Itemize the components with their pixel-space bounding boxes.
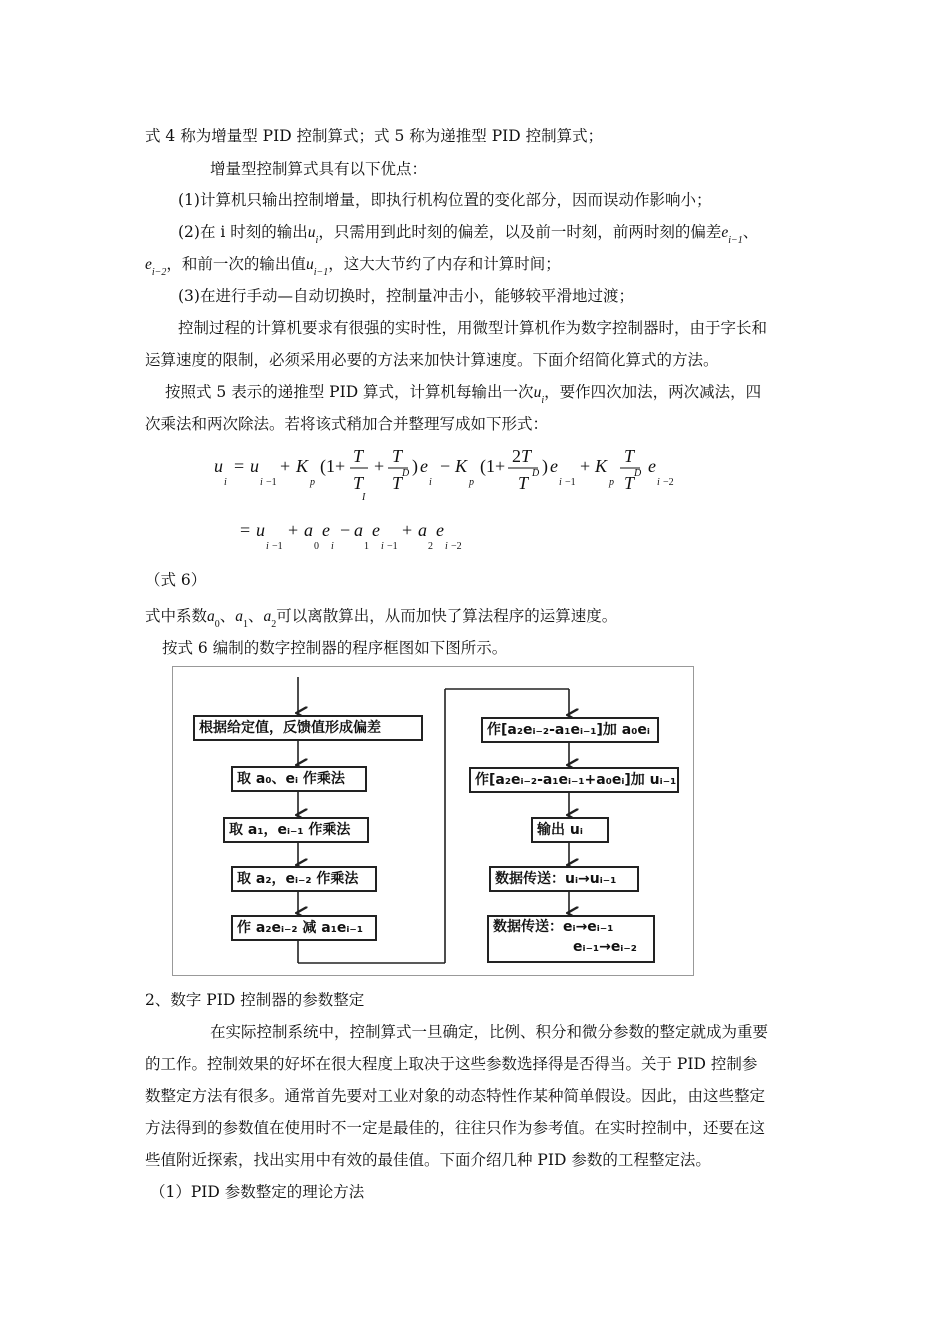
equation-6: [200, 440, 720, 560]
svg-text:e: e: [372, 520, 380, 540]
svg-text:−1: −1: [266, 477, 277, 488]
flow-step-form-deviation: 根据给定值，反馈值形成偏差: [193, 715, 423, 741]
svg-text:−: −: [340, 520, 351, 540]
svg-text:(1+: (1+: [480, 456, 506, 476]
flowchart: [172, 666, 694, 976]
paragraph-tuning-line-4: 方法得到的参数值在使用时不一定是最佳的，往往只作为参考值。在实时控制中，还要在这: [145, 1119, 766, 1137]
paragraph-recursive-line-2: 次乘法和两次除法。若将该式稍加合并整理写成如下形式：: [145, 415, 549, 433]
svg-text:u: u: [250, 456, 259, 476]
paragraph-realtime-line-2: 运算速度的限制，必须采用必要的方法来加快计算速度。下面介绍简化算式的方法。: [145, 351, 719, 369]
svg-text:a: a: [418, 520, 427, 540]
flow-step-add-ui-1: 作[a₂eᵢ₋₂-a₁eᵢ₋₁+a₀eᵢ]加 uᵢ₋₁: [469, 767, 679, 793]
symbol-a1: $a_1$: [235, 608, 249, 630]
svg-text:K: K: [595, 456, 608, 476]
svg-text:−1: −1: [565, 477, 576, 488]
svg-text:T: T: [353, 473, 364, 493]
svg-text:D: D: [634, 468, 642, 479]
svg-text:e: e: [436, 520, 444, 540]
svg-text:i: i: [224, 477, 227, 488]
flow-step-subtract: 作 a₂eᵢ₋₂ 减 a₁eᵢ₋₁: [231, 915, 377, 941]
svg-text:u: u: [256, 520, 265, 540]
coefficient-note: 式中系数$a_0$、$a_1$、$a_2$可以离散算出，从而加快了算法程序的运算速度。: [145, 607, 618, 630]
symbol-u-i-b: $u_i$: [533, 384, 545, 406]
paragraph-realtime-line-1: 控制过程的计算机要求有很强的实时性，用微型计算机作为数字控制器时，由于字长和: [178, 319, 768, 337]
flow-step-multiply-a1: 取 a₁，eᵢ₋₁ 作乘法: [223, 817, 369, 843]
svg-text:p: p: [469, 477, 474, 488]
svg-text:i: i: [559, 477, 562, 488]
subsection-1-heading: （1）PID 参数整定的理论方法: [150, 1183, 365, 1201]
svg-text:T: T: [521, 446, 532, 466]
svg-text:i: i: [260, 477, 263, 488]
svg-text:i: i: [331, 541, 334, 552]
paragraph-tuning-line-3: 数整定方法有很多。通常首先要对工业对象的动态特性作某种简单假设。因此，由这些整定: [145, 1087, 766, 1105]
svg-text:e: e: [550, 456, 558, 476]
advantage-1: (1)计算机只输出控制增量，即执行机构位置的变化部分，因而误动作影响小；: [178, 191, 712, 209]
svg-text:−2: −2: [663, 477, 674, 488]
svg-text:T: T: [518, 473, 529, 493]
svg-text:−2: −2: [451, 541, 462, 552]
svg-text:T: T: [392, 446, 403, 466]
svg-text:(1+: (1+: [320, 456, 346, 476]
svg-text:i: i: [445, 541, 448, 552]
svg-text:+: +: [280, 456, 291, 476]
svg-text:D: D: [532, 468, 540, 479]
symbol-a0: $a_0$: [207, 608, 220, 630]
svg-text:e: e: [322, 520, 330, 540]
svg-text:K: K: [296, 456, 309, 476]
svg-text:+: +: [288, 520, 299, 540]
svg-text:=: =: [234, 456, 245, 476]
flow-step-transfer-u: 数据传送：uᵢ→uᵢ₋₁: [489, 866, 639, 892]
svg-text:T: T: [624, 446, 635, 466]
svg-text:T: T: [624, 473, 635, 493]
flow-step-multiply-a2: 取 a₂，eᵢ₋₂ 作乘法: [231, 866, 377, 892]
svg-text:0: 0: [314, 541, 319, 552]
svg-text:i: i: [657, 477, 660, 488]
section-2-heading: 2、数字 PID 控制器的参数整定: [145, 991, 365, 1009]
svg-text:i: i: [429, 477, 432, 488]
flow-step-multiply-a0: 取 a₀、eᵢ 作乘法: [231, 766, 367, 792]
svg-text:e: e: [420, 456, 428, 476]
svg-text:+: +: [580, 456, 591, 476]
symbol-a2: $a_2$: [263, 608, 277, 630]
flowchart-caption: 按式 6 编制的数字控制器的程序框图如下图所示。: [162, 639, 508, 657]
svg-text:T: T: [353, 446, 364, 466]
svg-text:=: =: [240, 520, 251, 540]
svg-text:a: a: [354, 520, 363, 540]
equation-label: （式 6）: [145, 571, 207, 589]
svg-text:T: T: [392, 473, 403, 493]
svg-text:2: 2: [512, 446, 521, 466]
symbol-e-i-1: $e_{i-1}$: [721, 224, 743, 246]
svg-text:): ): [412, 456, 418, 476]
advantage-2-line-1: (2)在 i 时刻的输出$u_i$，只需用到此时刻的偏差，以及前一时刻，前两时刻的偏差$e_{i-1}$、: [178, 223, 759, 246]
flow-step-add-a0ei: 作[a₂eᵢ₋₂-a₁eᵢ₋₁]加 a₀eᵢ: [481, 717, 659, 743]
advantage-2-line-2: $e_{i-2}$，和前一次的输出值$u_{i-1}$，这大大节约了内存和计算时间；: [145, 255, 561, 278]
svg-text:−: −: [440, 456, 451, 476]
paragraph-tuning-line-1: 在实际控制系统中，控制算式一旦确定，比例、积分和微分参数的整定就成为重要: [210, 1023, 769, 1041]
svg-text:i: i: [381, 541, 384, 552]
svg-text:1: 1: [364, 541, 369, 552]
flow-step-output: 输出 uᵢ: [531, 817, 609, 843]
svg-text:K: K: [455, 456, 468, 476]
svg-text:I: I: [362, 492, 366, 503]
paragraph-tuning-line-5: 些值附近探索，找出实用中有效的最佳值。下面介绍几种 PID 参数的工程整定法。: [145, 1151, 711, 1169]
svg-text:a: a: [304, 520, 313, 540]
svg-text:2: 2: [428, 541, 433, 552]
paragraph-tuning-line-2: 的工作。控制效果的好坏在很大程度上取决于这些参数选择得是否得当。关于 PID 控制参: [145, 1055, 758, 1073]
svg-text:+: +: [402, 520, 413, 540]
advantage-3: (3)在进行手动—自动切换时，控制量冲击小，能够较平滑地过渡；: [178, 287, 634, 305]
svg-text:e: e: [648, 456, 656, 476]
svg-text:−1: −1: [387, 541, 398, 552]
svg-text:−1: −1: [272, 541, 283, 552]
svg-text:): ): [542, 456, 548, 476]
paragraph-recursive-line-1: 按照式 5 表示的递推型 PID 算式，计算机每输出一次$u_i$，要作四次加法，两次减法，四: [165, 383, 762, 406]
svg-text:p: p: [609, 477, 614, 488]
symbol-u-i-1: $u_{i-1}$: [305, 256, 329, 278]
flow-step-transfer-e: 数据传送：eᵢ→eᵢ₋₁ eᵢ₋₁→eᵢ₋₂: [487, 915, 655, 963]
advantages-heading: 增量型控制算式具有以下优点：: [210, 160, 428, 178]
svg-text:u: u: [214, 456, 223, 476]
svg-text:p: p: [310, 477, 315, 488]
symbol-e-i-2: $e_{i-2}$: [145, 256, 167, 278]
paragraph-intro: 式 4 称为增量型 PID 控制算式；式 5 称为递推型 PID 控制算式；: [145, 127, 604, 145]
symbol-u-i: $u_i$: [307, 224, 319, 246]
svg-text:D: D: [402, 468, 410, 479]
svg-text:+: +: [374, 456, 385, 476]
svg-text:i: i: [266, 541, 269, 552]
